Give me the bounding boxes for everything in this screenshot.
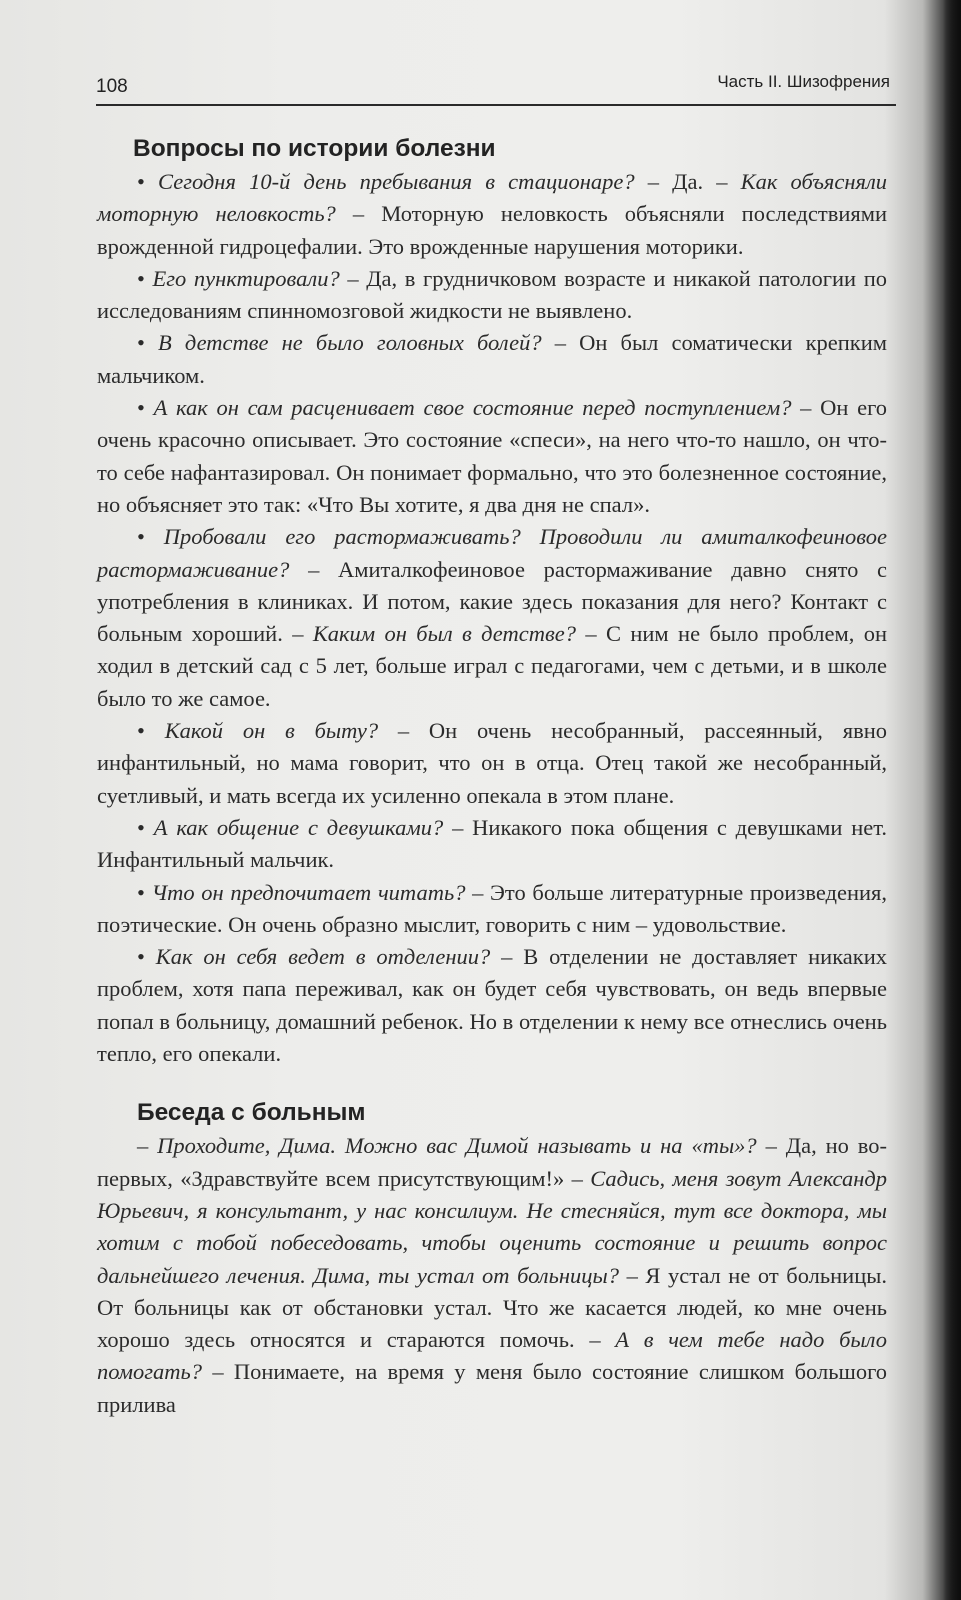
answer: – В отделении не доставляет никаких проблем, хотя папа переживал, как он будет себя чувствовать, он ведь впервые попал в больницу, домашний ребенок. Но в отделении к нему все отнеслись очень тепло, его опекали. xyxy=(97,944,887,1067)
answer: – Он его очень красочно описывает. Это состояние «спеси», на него что-то нашло, он что-то себе нафантазировал. Он понимает формально, что это болезненное состояние, но объясняет это так: «Что Вы хотите, я два дня не спал». xyxy=(97,395,888,517)
qa-item xyxy=(97,166,887,263)
qa-item xyxy=(97,263,887,328)
bullet-mark: • xyxy=(137,395,145,421)
page-header xyxy=(96,70,896,106)
answer: – Моторную неловкость объясняли последствиями врожденной гидроцефалии. Это врожденные нарушения моторики. xyxy=(97,201,887,259)
question: А как он сам расценивает свое состояние перед поступлением? xyxy=(153,395,792,421)
section-heading-conversation: Беседа с больным xyxy=(137,1099,366,1127)
answer: – Да. – xyxy=(634,169,741,194)
question: Как он себя ведет в отделении? xyxy=(155,944,491,970)
bullet-mark: • xyxy=(137,944,145,970)
bullet-mark: • xyxy=(137,330,145,356)
question: Каким он был в детстве? xyxy=(312,621,576,647)
qa-item xyxy=(97,392,887,521)
doctor-line: – Проходите, Дима. Можно вас Димой называть и на «ты»? xyxy=(137,1133,757,1159)
page-body xyxy=(97,132,887,1421)
question: Сегодня 10-й день пребывания в стационаре? xyxy=(158,169,635,194)
bullet-mark: • xyxy=(137,524,145,550)
doctor-line: Садись, меня зовут Александр Юрьевич, я консультант, у нас консилиум. Не стесняйся, тут все доктора, мы хотим с тобой побеседовать, чтобы оценить состояние и решить вопрос дальнейшего лечения. Дима, ты устал от больницы? xyxy=(97,1165,888,1288)
patient-line: – Я устал не от больницы. От больницы как от обстановки устал. Что же касается людей, ко мне очень хорошо здесь относятся и стараются помочь. – xyxy=(97,1262,887,1353)
qa-item xyxy=(97,941,887,1070)
bullet-mark: • xyxy=(137,879,145,905)
question: Пробовали его растормаживать? Проводили ли амиталкофеиновое растормаживание? xyxy=(97,524,888,582)
qa-item xyxy=(97,521,887,715)
answer: – Это больше литературные произведения, поэтические. Он очень образно мыслит, говорить с ним – удовольствие. xyxy=(97,879,887,937)
page-number: 108 xyxy=(96,76,128,97)
question: В детстве не было головных болей? xyxy=(158,330,542,356)
patient-line: – Понимаете, на время у меня было состояние слишком большого прилива xyxy=(97,1359,887,1417)
question: Какой он в быту? xyxy=(164,718,379,744)
running-head: Часть II. Шизофрения xyxy=(717,72,890,91)
bullet-mark: • xyxy=(137,265,145,291)
answer: – Никакого пока общения с девушками нет. Инфантильный мальчик. xyxy=(97,814,888,873)
answer: – Он был соматически крепким мальчиком. xyxy=(97,330,888,388)
patient-line: – Да, но во-первых, «Здравствуйте всем присутствующим!» – xyxy=(97,1133,887,1191)
qa-item xyxy=(97,327,887,392)
answer: – Амиталкофеиновое растормаживание давно снято с употребления в клиниках. И потом, какие здесь показания для него? Контакт с больным хороший. – xyxy=(97,556,887,647)
section-heading-history: Вопросы по истории болезни xyxy=(133,135,496,162)
answer: – С ним не было проблем, он ходил в детский сад с 5 лет, больше играл с педагогами, чем с детьми, и в школе было то же самое. xyxy=(97,621,887,711)
bullet-mark: • xyxy=(137,169,145,194)
answer: – Да, в грудничковом возрасте и никакой патологии по исследованиям спинномозговой жидкости не выявлено. xyxy=(97,265,887,324)
question: Как объясняли моторную неловкость? xyxy=(97,169,888,227)
dialogue-paragraph xyxy=(97,1130,887,1421)
qa-item xyxy=(97,812,887,877)
question: Что он предпочитает читать? xyxy=(151,879,466,905)
doctor-line: А в чем тебе надо было помогать? xyxy=(97,1327,887,1385)
question: Его пунктировали? xyxy=(152,265,340,291)
answer: – Он очень несобранный, рассеянный, явно инфантильный, но мама говорит, что он в отца. Отец такой же несобранный, суетливый, и мать всегда их усиленно опекала в этом плане. xyxy=(97,718,887,808)
question: А как общение с девушками? xyxy=(153,814,444,840)
bullet-mark: • xyxy=(137,718,145,744)
qa-item xyxy=(97,715,887,812)
bullet-mark: • xyxy=(137,814,145,840)
qa-item xyxy=(97,877,887,942)
